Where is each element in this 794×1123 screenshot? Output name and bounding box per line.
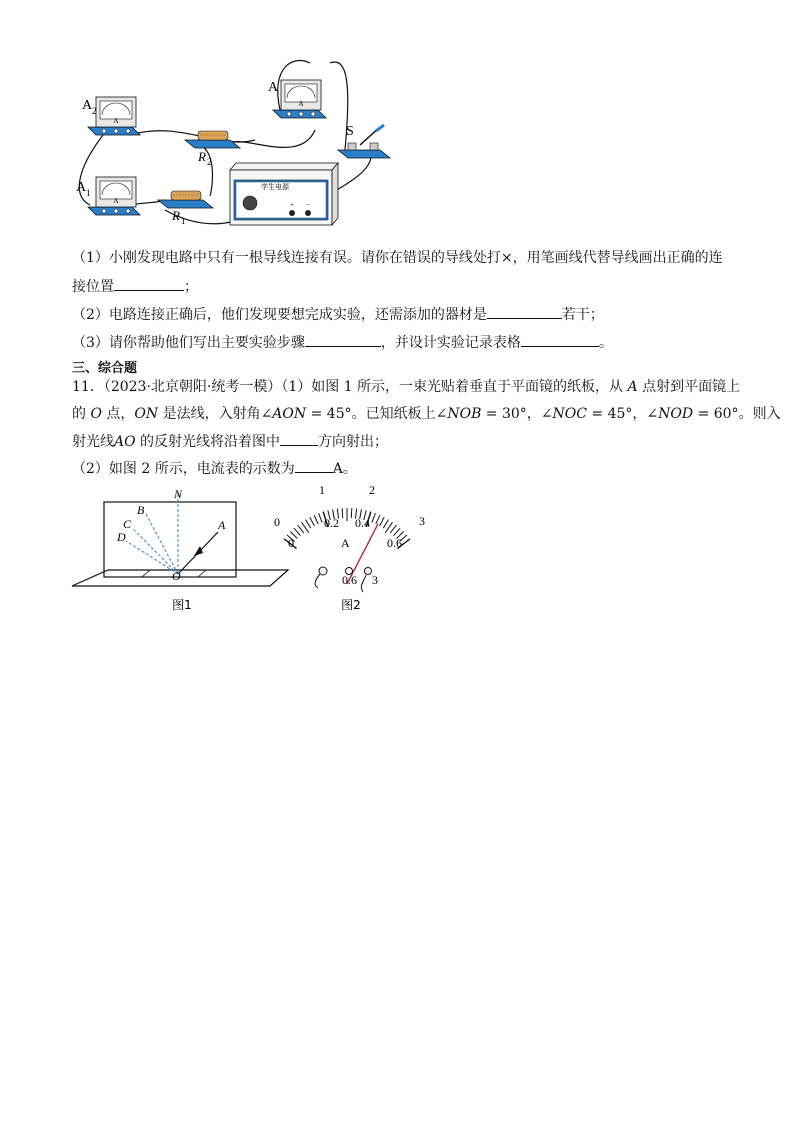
q2-line: （2）电路连接正确后，他们发现要想完成实验，还需添加的器材是 若干； — [72, 304, 604, 325]
section-title: 三、综合题 — [72, 361, 138, 376]
terminal-label-3: 3 — [372, 573, 378, 587]
bottom-tick-0-2: 0.2 — [324, 516, 339, 530]
label-a1-sub: 1 — [86, 188, 91, 198]
fig1-label-n: N — [174, 487, 183, 501]
power-supply — [230, 163, 338, 225]
q1-line2: 接位置 ； — [72, 276, 198, 297]
scale-tick — [342, 508, 343, 518]
scale-tick — [393, 528, 400, 535]
scale-tick — [294, 528, 301, 535]
scale-tick — [298, 525, 304, 533]
top-tick-1: 1 — [319, 483, 325, 497]
q3-line: （3）请你帮助他们写出主要实验步骤 ，并设计实验记录表格 。 — [72, 332, 613, 353]
resistor-r2 — [185, 131, 240, 148]
q11-line2: 的 O 点，ON 是法线，入射角∠AON = 45°。已知纸板上∠NOB = 30°，∠NOC = 45°，∠NOD = 60°。则入 — [72, 406, 781, 422]
fig1-label-c: C — [123, 517, 132, 531]
bottom-tick-0: 0 — [288, 536, 294, 550]
scale-tick — [390, 525, 396, 533]
ammeter-unit: A — [341, 536, 350, 550]
svg-text:A: A — [113, 117, 119, 125]
ray-od — [126, 541, 178, 574]
scale-tick — [319, 513, 323, 522]
scale-tick — [380, 517, 385, 526]
label-r1-sub: 1 — [181, 216, 186, 226]
fig1-label-d: D — [117, 530, 126, 544]
figure-2-ammeter — [265, 480, 435, 620]
figure-1-mirror — [70, 484, 290, 619]
q11-line1: 11．（2023·北京朝阳·统考一模）（1）如图 1 所示，一束光贴着垂直于平面镜的纸板，从 A 点射到平面镜上 — [72, 379, 741, 395]
label-s: S — [346, 124, 354, 139]
terminal-label-0-6: 0.6 — [342, 573, 357, 587]
svg-text:学生电源: 学生电源 — [261, 183, 289, 191]
fig1-label-o: O — [172, 569, 181, 583]
bottom-tick-0-4: 0.4 — [355, 516, 370, 530]
scale-tick — [376, 515, 380, 524]
svg-text:−: − — [306, 201, 310, 209]
terminal-negative — [319, 567, 327, 575]
svg-text:A: A — [298, 100, 304, 108]
label-r2: R — [198, 149, 206, 164]
scale-tick — [306, 520, 311, 529]
answer-blank-q3b[interactable] — [521, 332, 599, 347]
scale-tick — [383, 520, 388, 529]
ray-ob — [146, 514, 178, 574]
label-a: A — [268, 80, 279, 95]
label-r2-sub: 2 — [207, 157, 212, 167]
ammeter-a — [273, 80, 326, 118]
fig1-label-a: A — [218, 518, 226, 532]
label-a1: A — [76, 180, 87, 195]
q11-line3: 射光线AO 的反射光线将沿着图中 方向射出； — [72, 431, 388, 452]
resistor-r1 — [158, 191, 213, 208]
scale-tick — [310, 517, 315, 526]
answer-blank-q2[interactable] — [487, 304, 562, 319]
q1-line1: （1）小刚发现电路中只有一根导线连接有误。请你在错误的导线处打×，用笔画线代替导线画出正确的连 — [72, 250, 723, 266]
fig2-caption: 图2 — [341, 598, 361, 612]
ammeter-a2 — [88, 97, 140, 135]
top-tick-2: 2 — [369, 483, 375, 497]
answer-blank-q3a[interactable] — [305, 332, 381, 347]
terminal-3 — [365, 568, 372, 575]
label-a2-sub: 2 — [92, 106, 97, 116]
fig1-caption: 图1 — [172, 598, 192, 612]
scale-tick — [372, 513, 376, 522]
answer-blank-q1[interactable] — [114, 276, 184, 291]
q11-line4: （2）如图 2 所示，电流表的示数为 A。 — [72, 458, 357, 479]
ray-oc — [133, 529, 178, 574]
scale-tick — [351, 508, 352, 518]
circuit-diagram — [70, 55, 400, 230]
svg-text:+: + — [290, 201, 294, 209]
scale-tick — [314, 515, 318, 524]
answer-blank-q11a[interactable] — [280, 431, 318, 446]
label-a2: A — [82, 98, 93, 113]
answer-blank-q11b[interactable] — [295, 458, 333, 473]
bottom-tick-0-6: 0.6 — [387, 536, 402, 550]
top-tick-0: 0 — [274, 515, 280, 529]
fig1-label-b: B — [137, 503, 145, 517]
label-r1: R — [172, 208, 180, 223]
ammeter-a1 — [88, 177, 140, 215]
top-tick-3: 3 — [419, 514, 425, 528]
svg-text:A: A — [113, 197, 119, 205]
